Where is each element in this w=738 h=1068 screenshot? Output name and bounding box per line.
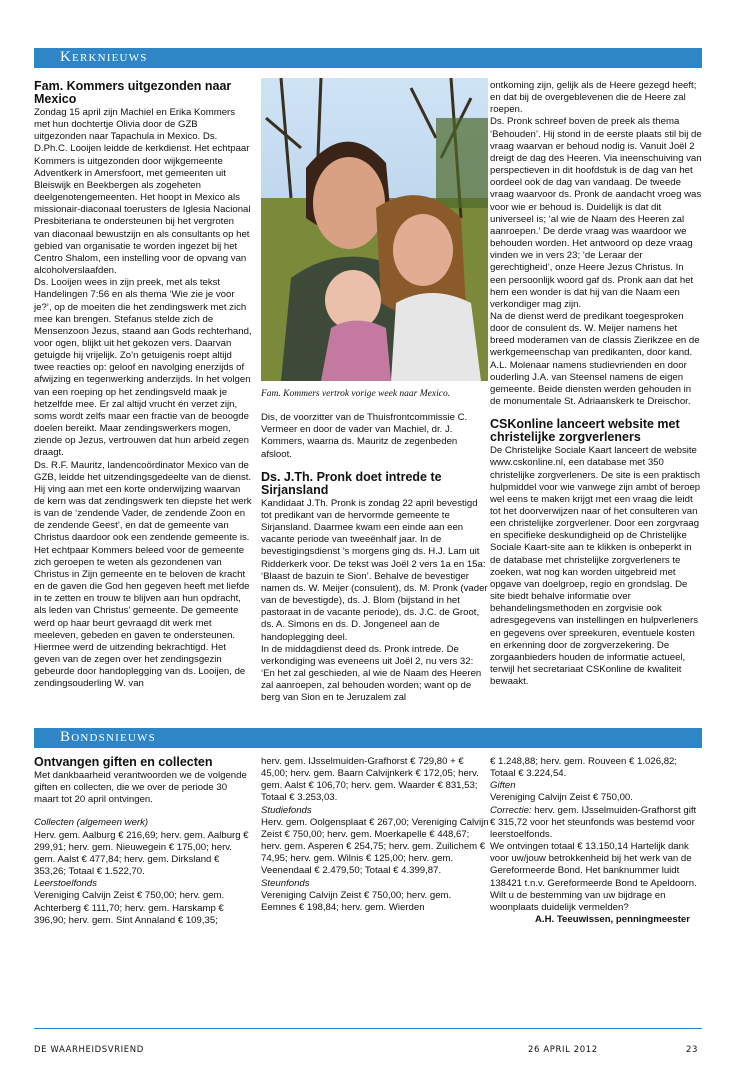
paragraph: Na de dienst werd de predikant toegesproken door de consulent ds. W. Meijer namens het breed moderamen van de classis Zierikzee en de werkgemeenschap van predikanten, door kand. A.L. Molenaar namens studievrienden en door ouderling J.A. van Steensel namens de eigen gemeente. Beide diensten werden gehouden in de monumentale St. Adriaanskerk te Dreischor. bbox=[490, 310, 700, 408]
column-2 bbox=[261, 388, 489, 704]
subheading: Studiefonds bbox=[261, 804, 312, 816]
subheading: Steunfonds bbox=[261, 877, 310, 889]
paragraph: Zondag 15 april zijn Machiel en Erika Kommers met hun dochtertje Olivia door de GZB uitgezonden naar Tapachula in Mexico. Ds. D.Ph.C. Looijen leidde de kerkdienst. Het echtpaar Kommers is uitgezonden door wijkgemeente Adventkerk in Amersfoort, met gemeenten uit Bleiswijk en Beekbergen als zogeheten deelgenotengemeenten. Het hoopt in Mexico als missionair-diaconaal toerusters de Iglesia Nacional Presbiteriana te ondersteunen bij het vergroten van diaconaal bewustzijn en als consultants op het gebied van organisatie te worden ingezet bij het Centro Shalom, een instelling voor de opvang van alcoholverslaafden. bbox=[34, 107, 251, 277]
paragraph: Vereniging Calvijn Zeist € 750,00; herv. gem. Achterberg € 111,70; herv. gem. Harskamp € 396,90; herv. gem. Sint Annaland € 109,35; bbox=[34, 890, 225, 926]
section-banner-bondsnieuws bbox=[34, 728, 702, 748]
correction-label: Correctie: bbox=[490, 804, 532, 816]
article-title: CSKonline lanceert website met christelijke zorgverleners bbox=[490, 417, 680, 445]
section-title: Kerknieuws bbox=[60, 49, 148, 65]
correction-text: herv. gem. IJsselmuiden-Grafhorst gift € 315,72 voor het steunfonds was bestemd voor leerstoelfonds. bbox=[490, 804, 697, 840]
bonds-col-2 bbox=[261, 756, 489, 914]
paragraph: De Christelijke Sociale Kaart lanceert de website www.cskonline.nl, een database met 350 christelijke zorgverleners. De site is een praktisch hulpmiddel voor wie vanwege zijn ambt of beroep wel eens te maken krijgt met een vraag die leidt tot het doorverwijzen naar of het consulteren van een christelijke zorgverlener. Door een zorgvraag en specifieke deskundigheid op de Christelijke Sociale Kaart-site aan te klikken is onbeperkt in de database met christelijke zorgverleners te zoeken, wat nog kan worden uitgebreid met opgave van doelgroep, regio en grondslag. De site biedt behalve informatie over behandelingsmethoden en zorgvisie ook adresgegevens van instellingen en hulpverleners en gegevens over spreekuren, eventuele kosten en erkenning door de zorgverzekering. De zorgaanbieders houden de informatie actueel, terwijl het secretariaat CSKonline de kwaliteit bewaakt. bbox=[490, 445, 701, 688]
paragraph: herv. gem. IJsselmuiden-Grafhorst € 729,80 + € 45,00; herv. gem. Baarn Calvijnkerk € 172,05; herv. gem. Aalst € 106,70; herv. gem. Waarder € 831,53; Totaal € 3.253,03. bbox=[261, 756, 479, 804]
paragraph: Kandidaat J.Th. Pronk is zondag 22 april bevestigd tot predikant van de hervormde gemeente te Sirjansland. Daarmee kwam een einde aan een vacante periode van tweeënhalf jaar. In de bevestigingsdienst ’s morgens ging ds. H.J. Lam uit Ridderkerk voor. De tekst was Joël 2 vers 1a en 15a: ‘Blaast de bazuin te Sion’. Behalve de bevestiger namen ds. W. Meijer (consulent), ds. M. Pronk (vader van de bevestigde), ds. J. Blom (bijstand in het pastoraat in de vacante periode), ds. J.C. de Groot, ds. A. Simons en ds. D. Jongeneel aan de handoplegging deel. bbox=[261, 497, 488, 643]
bonds-col-1 bbox=[34, 756, 252, 927]
paragraph: Herv. gem. Aalburg € 216,69; herv. gem. Aalburg € 299,91; herv. gem. Nieuwegein € 175,00; herv. gem. Aalst € 477,84; herv. gem. Dirksland € 353,26; Totaal € 1.522,70. bbox=[34, 829, 249, 878]
paragraph: We ontvingen totaal € 13.150,14 Hartelijk dank voor uw/jouw betrokkenheid bij het werk van de Gereformeerde Bond. Het banknummer luidt 138421 t.n.v. Gereformeerde Bond te Apeldoorn. Wilt u de bestemming van uw bijdrage en woonplaats duidelijk vermelden? bbox=[490, 841, 697, 913]
paragraph: ontkoming zijn, gelijk als de Heere gezegd heeft; en dat bij de overgeblevenen die de Heere zal roepen. bbox=[490, 80, 697, 116]
subheading: Leerstoelfonds bbox=[34, 878, 97, 890]
column-3 bbox=[490, 80, 702, 688]
paragraph: Dis, de voorzitter van de Thuisfrontcommissie C. Vermeer en door de vader van Machiel, dr. J. Kommers, waarna ds. Mauritz de zegenbeden afsloot. bbox=[261, 412, 468, 460]
paragraph: Herv. gem. Oolgensplaat € 267,00; Vereniging Calvijn Zeist € 750,00; herv. gem. Moerkapelle € 448,67; herv. gem. Asperen € 254,75; herv. gem. Zuilichem € 74,95; herv. gem. Wilnis € 125,00; herv. gem. Veenendaal € 2.479,50; Totaal € 4.399,87. bbox=[261, 816, 489, 877]
paragraph: In de middagdienst deed ds. Pronk intrede. De verkondiging was eveneens uit Joël 2, nu vers 32: ‘En het zal geschieden, al wie de Naam des Heeren zal aanroepen, zal behouden worden; want op de berg van Sion en te Jeruzalem zal bbox=[261, 643, 482, 704]
paragraph: Ds. R.F. Mauritz, landencoördinator Mexico van de GZB, leidde het uitzendingsgedeelte van de dienst. Hij ving aan met een korte onderwijzing waarvan de kern was dat zendingswerk ten diepste het werk is van de ‘zendende Vader, de zendende Zoon en de zendende Geest’, en dat de gemeente van Christus daardoor ook een zendende gemeente is. Het echtpaar Kommers beleed voor de gemeente zich geroepen te weten als gezondenen van Christus in Zijn gemeente en te beloven de kracht en de gaven die God hen gegeven heeft met liefde in te zetten en trouw te blijven aan hun opdracht, als leden van Christus’ gemeente. De gemeente werd op haar beurt gevraagd dit werk met meeleven, gebeden en gaven te ondersteunen. Hiermee werd de uitzending bekrachtigd. Het geven van de zegen over het zendingsgezin gebeurde door handoplegging van ds. Looijen, de zendingsouderling W. van bbox=[34, 459, 252, 690]
subheading: Giften bbox=[490, 780, 516, 792]
footer-rule bbox=[34, 1028, 702, 1029]
section-banner-kerknieuws bbox=[34, 48, 702, 68]
paragraph bbox=[490, 805, 702, 841]
paragraph: Vereniging Calvijn Zeist € 750,00. bbox=[490, 792, 633, 804]
footer-date: 26 APRIL 2012 bbox=[528, 1045, 598, 1055]
article-title: Fam. Kommers uitgezonden naar Mexico bbox=[34, 79, 232, 106]
bonds-col-3 bbox=[490, 756, 702, 926]
subheading: Collecten (algemeen werk) bbox=[34, 817, 149, 829]
article-kommers bbox=[34, 80, 252, 691]
paragraph: Met dankbaarheid verantwoorden we de volgende giften en collecten, die we over de periode 30 maart tot 20 april ontvingen. bbox=[34, 770, 247, 806]
footer-publication: DE WAARHEIDSVRIEND bbox=[34, 1045, 144, 1055]
article-title: Ontvangen giften en collecten bbox=[34, 755, 213, 769]
paragraph: € 1.248,88; herv. gem. Rouveen € 1.026,82; Totaal € 3.224,54. bbox=[490, 756, 678, 780]
photo-caption: Fam. Kommers vertrok vorige week naar Mexico. bbox=[261, 389, 451, 399]
article-title: Ds. J.Th. Pronk doet intrede te Sirjansland bbox=[261, 469, 442, 497]
paragraph: Ds. Looijen wees in zijn preek, met als tekst Handelingen 7:56 en als thema ‘Wie zie je voor je?’, op de moeiten die het zendingswerk met zich mee kan brengen. Stefanus stelde zich de Mensenzoon Jezus, staand aan Gods rechterhand, voor ogen, blijkt uit het gekozen vers. Daarvan getuigde hij vrijelijk. Zo’n getuigenis roept altijd twee reacties op: geloof en navolging enerzijds of afwijzing en tegenwerking anderzijds. In het volgen van een roeping op het zendingsveld maak je hetzelfde mee. Er zal altijd vrucht én verzet zijn, soms wordt zelfs maar een fractie van de beoogde doelen bereikt. Maar zendingswerkers mogen, ziende op Jezus, vertrouwen dat hun arbeid zegen draagt. bbox=[34, 277, 252, 459]
paragraph: Ds. Pronk schreef boven de preek als thema ‘Behouden’. Hij stond in de eerste plaats stil bij de vraag waarvan er behoud nodig is. Vanuit Joël 2 dreigt de dag des Heeren. Via ineenschuiving van perspectieven in dit hoofdstuk is de dag van het oordeel ook de dag van vandaag. De tweede vraag waarvoor ds. Pronk de aandacht vroeg was voor wie er behoud is. Duidelijk is dat dit universeel is; ‘al wie de Naam des Heeren zal aanroepen.’ De derde vraag was waardoor we behouden worden. Het antwoord op deze vraag vinden we in vers 23; ‘de Leraar der gerechtigheid’, onze Heere Jezus Christus. In een persoonlijk woord gaf ds. Pronk aan dat het hem een wonder is dat hij van die Naam een verkondiger mag zijn. bbox=[490, 116, 702, 310]
section-title: Bondsnieuws bbox=[60, 729, 156, 745]
family-photo bbox=[261, 78, 488, 381]
paragraph: Vereniging Calvijn Zeist € 750,00; herv. gem. Eemnes € 198,84; herv. gem. Wierden bbox=[261, 889, 452, 913]
footer-page-number: 23 bbox=[686, 1045, 699, 1055]
signature: A.H. Teeuwissen, penningmeester bbox=[535, 914, 690, 926]
